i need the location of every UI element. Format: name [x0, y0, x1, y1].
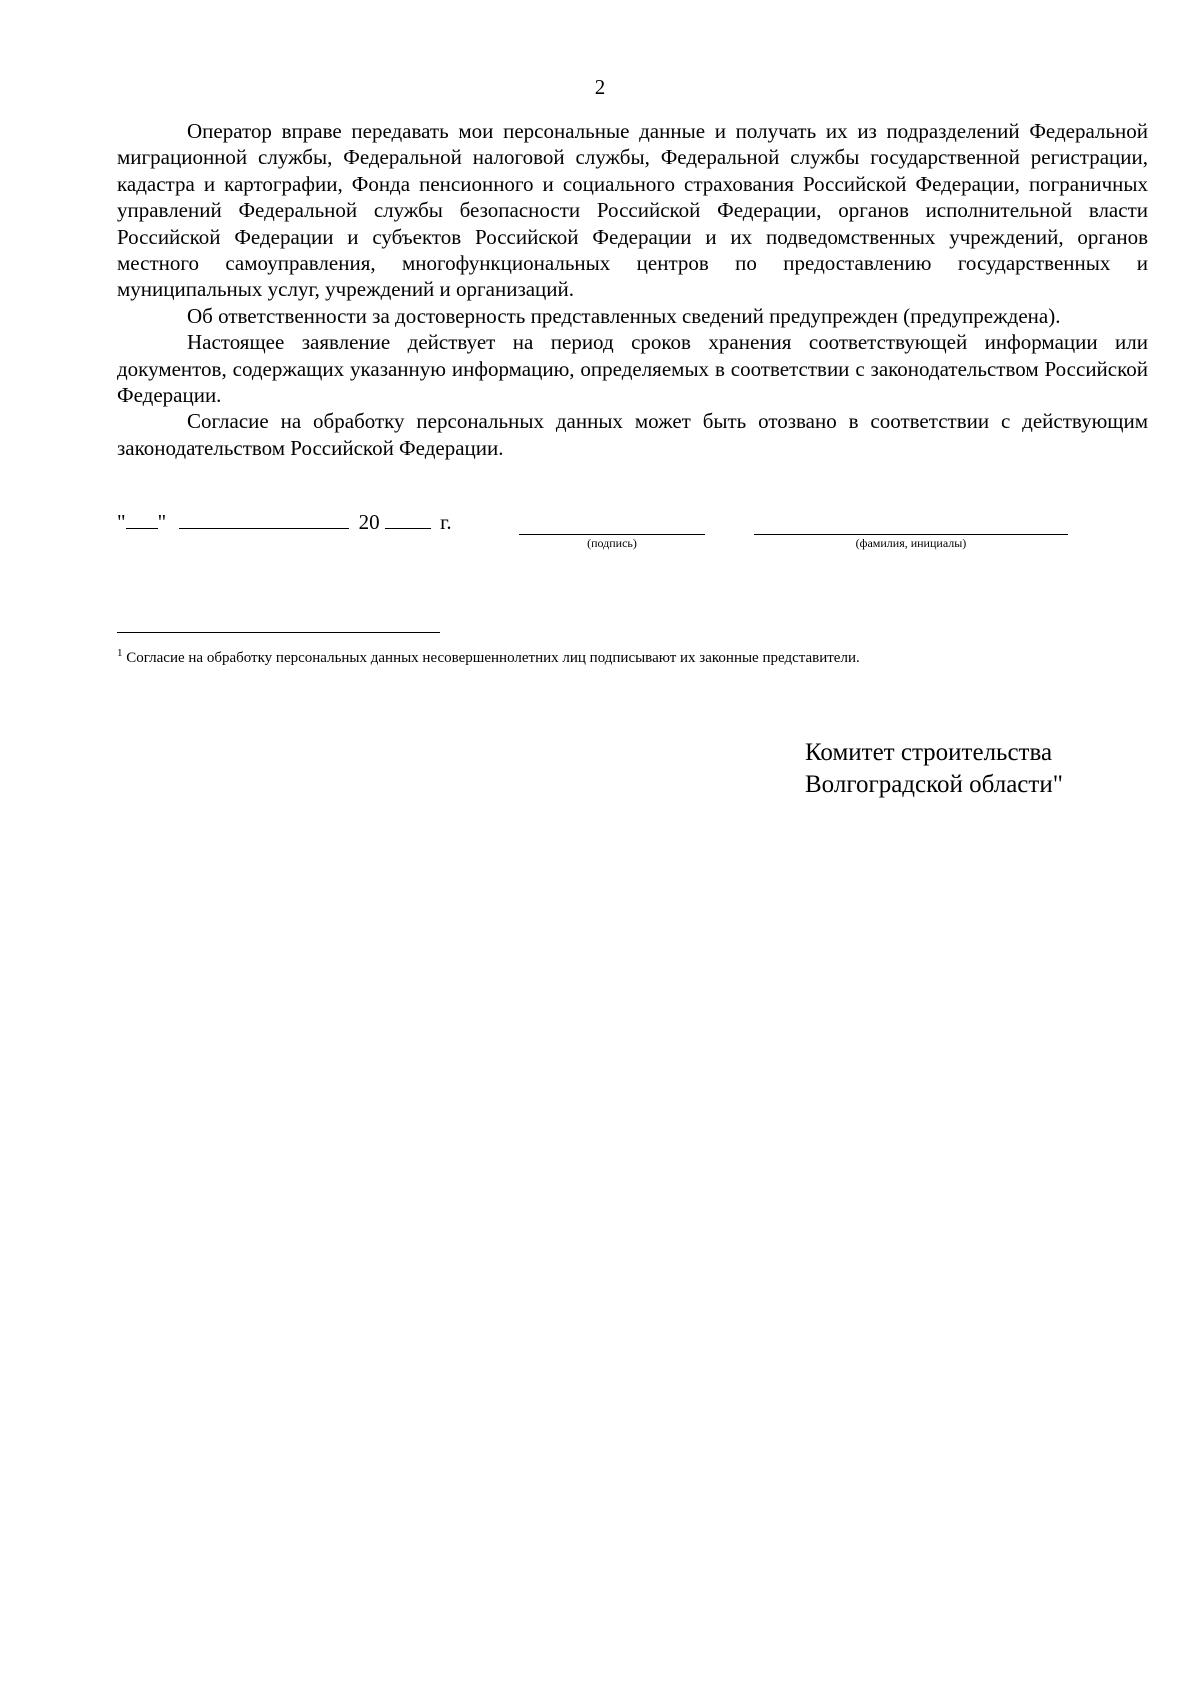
year-blank	[385, 508, 431, 529]
paragraph-responsibility: Об ответственности за достоверность представленных сведений предупрежден (предупреждена).	[187, 303, 1061, 328]
footnote-text: Согласие на обработку персональных данных несовершеннолетних лиц подписывают их законные представители.	[122, 650, 860, 666]
signature-row	[117, 508, 1148, 568]
committee-line-1: Комитет строительства	[805, 739, 1053, 766]
year-prefix: 20	[358, 510, 380, 534]
year-suffix: г.	[440, 510, 452, 534]
signature-caption: (подпись)	[587, 536, 637, 550]
name-line	[754, 534, 1068, 535]
page-number: 2	[594, 75, 606, 99]
footnote-marker: 1	[117, 647, 123, 659]
committee-block	[805, 737, 1063, 801]
name-caption: (фамилия, инициалы)	[855, 536, 967, 550]
signature-line	[519, 534, 705, 535]
paragraph-revocation: Согласие на обработку персональных данных может быть отозвано в соответствии с действующим законодательством Российской Федерации.	[117, 409, 1148, 460]
date-quote-open: "	[117, 510, 126, 534]
month-blank	[179, 508, 349, 529]
footnote	[117, 648, 1148, 668]
day-blank	[126, 508, 158, 529]
footnote-separator	[117, 632, 440, 633]
paragraph-operator-transfer: Оператор вправе передавать мои персональные данные и получать их из подразделений Федеральной миграционной службы, Федеральной налоговой службы, Федеральной службы государственной регистрации, кадастра и картографии, Фонда пенсионного и социального страхования Российской Федерации, пограничных управлений Федеральной службы безопасности Российской Федерации, органов исполнительной власти Российской Федерации и субъектов Российской Федерации и их подведомственных учреждений, органов местного самоуправления, многофункциональных центров по предоставлению государственных и муниципальных услуг, учреждений и организаций.	[117, 119, 1148, 302]
committee-line-2: Волгоградской области"	[805, 771, 1063, 798]
date-quote-close: "	[157, 510, 167, 534]
paragraph-validity-period: Настоящее заявление действует на период сроков хранения соответствующей информации или документов, содержащих указанную информацию, определяемых в соответствии с законодательством Российской Федерации.	[117, 330, 1148, 408]
date-field	[117, 508, 452, 535]
consent-body	[117, 118, 1148, 461]
